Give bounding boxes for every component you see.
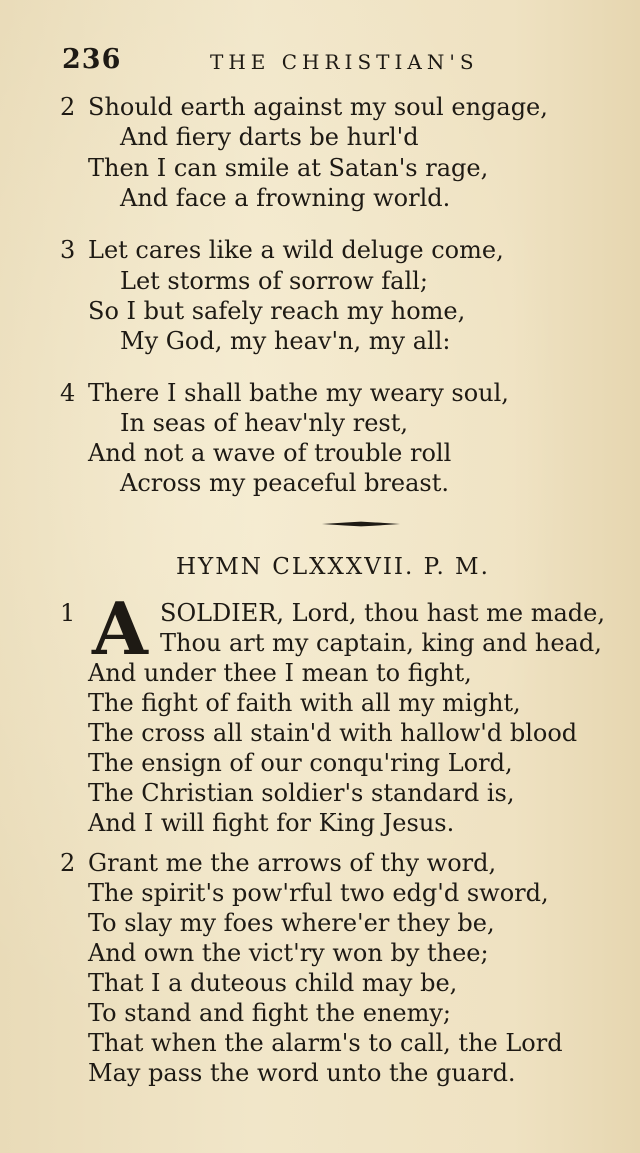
- verse-line: And fiery darts be hurl'd: [120, 123, 419, 151]
- verse-line: The fight of faith with all my might,: [88, 689, 521, 717]
- verse-line: So I but safely reach my home,: [88, 297, 466, 325]
- stanza-number: 3: [60, 236, 76, 264]
- verse-line: In seas of heav'nly rest,: [120, 409, 409, 437]
- verse-line: The ensign of our conqu'ring Lord,: [88, 749, 513, 777]
- verse-line: And own the vict'ry won by thee;: [88, 939, 489, 967]
- verse-line: Grant me the arrows of thy word,: [88, 849, 497, 877]
- verse-line: And face a frowning world.: [120, 184, 451, 212]
- verse-line: Let cares like a wild deluge come,: [88, 236, 504, 264]
- verse-line: And not a wave of trouble roll: [88, 439, 452, 467]
- drop-cap: A: [92, 586, 148, 671]
- verse-line: Let storms of sorrow fall;: [120, 267, 428, 295]
- stanza-number: 4: [60, 379, 76, 407]
- verse-line: SOLDIER, Lord, thou hast me made,: [160, 599, 605, 627]
- verse-line: The spirit's pow'rful two edg'd sword,: [88, 879, 549, 907]
- page-header: [62, 44, 582, 80]
- verse-line: Across my peaceful breast.: [120, 469, 450, 497]
- hymn-title: HYMN CLXXXVII. P. M.: [176, 554, 490, 580]
- running-title: THE CHRISTIAN'S: [210, 50, 479, 74]
- verse-line: Thou art my captain, king and head,: [160, 629, 602, 657]
- verse-line: And I will fight for King Jesus.: [88, 809, 455, 837]
- verse-line: The Christian soldier's standard is,: [88, 779, 515, 807]
- verse-line: And under thee I mean to fight,: [88, 659, 472, 687]
- ornamental-rule: [322, 521, 400, 527]
- verse-line: That when the alarm's to call, the Lord: [88, 1029, 563, 1057]
- stanza-number: 2: [60, 93, 76, 121]
- verse-line: May pass the word unto the guard.: [88, 1059, 516, 1087]
- page-number: 236: [62, 44, 122, 75]
- verse-line: To slay my foes where'er they be,: [88, 909, 495, 937]
- verse-line: Then I can smile at Satan's rage,: [88, 154, 489, 182]
- verse-line: My God, my heav'n, my all:: [120, 327, 451, 355]
- verse-line: There I shall bathe my weary soul,: [88, 379, 509, 407]
- verse-line: Should earth against my soul engage,: [88, 93, 548, 121]
- verse-line: The cross all stain'd with hallow'd blood: [88, 719, 578, 747]
- verse-line: That I a duteous child may be,: [88, 969, 458, 997]
- stanza-number: 1: [60, 599, 76, 627]
- verse-line: To stand and fight the enemy;: [88, 999, 451, 1027]
- stanza-number: 2: [60, 849, 76, 877]
